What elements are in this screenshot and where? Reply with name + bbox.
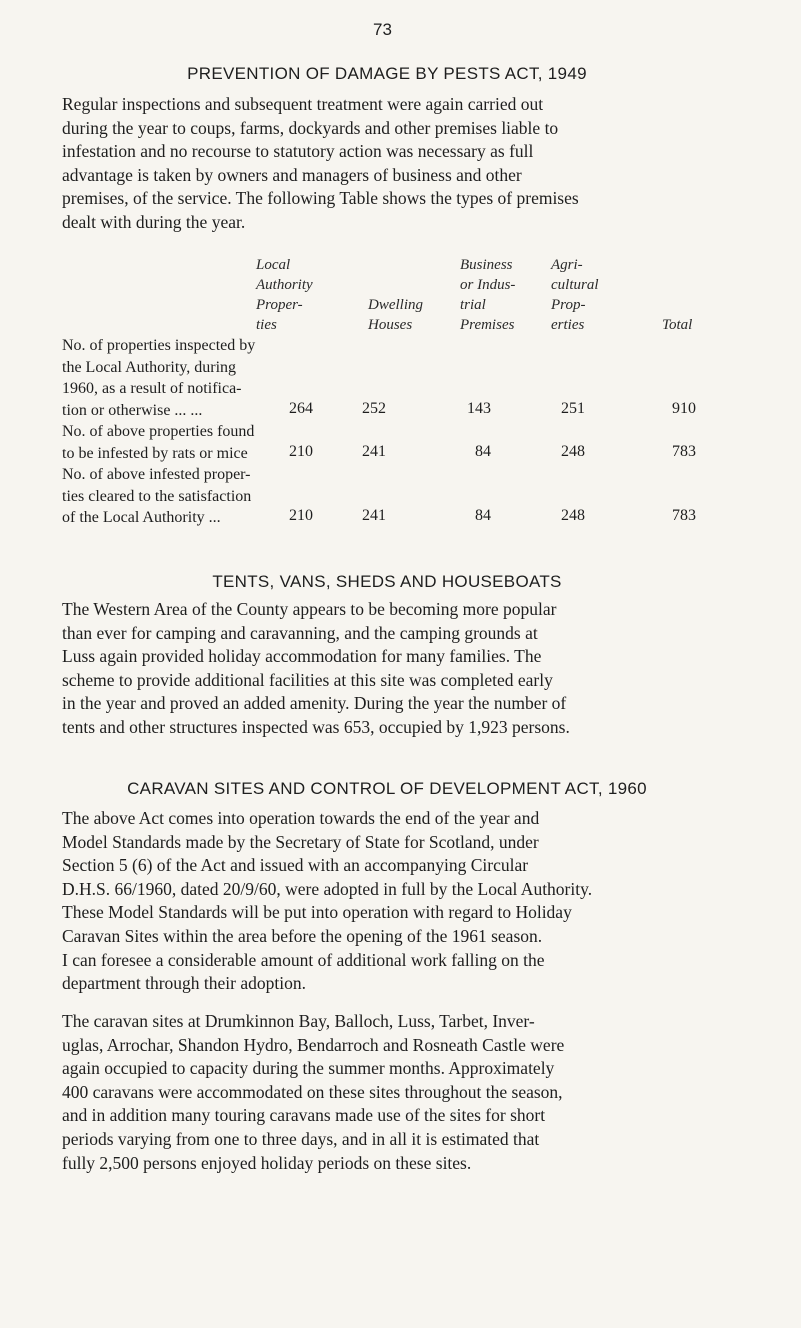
header-line: ties [256,317,277,333]
cell-inspected-total: 910 [672,400,696,417]
header-line: Proper- [256,297,303,313]
paragraph-tents [62,598,712,740]
paragraph-line: Regular inspections and subsequent treatment were again carried out [62,94,544,114]
cell-inspected-local: 264 [289,400,313,417]
paragraph-line: advantage is taken by owners and managers of business and other [62,164,522,185]
cell-inspected-business: 143 [467,400,491,417]
header-dwelling-houses [368,295,448,335]
cell-cleared-business: 84 [475,507,491,524]
header-line: Houses [368,317,413,333]
cell-infested-business: 84 [475,443,491,460]
paragraph-line: Luss again provided holiday accommodation for many families. The [62,646,542,667]
header-line: or Indus- [460,277,516,293]
section-heading-pests-act: PREVENTION OF DAMAGE BY PESTS ACT, 1949 [187,64,587,83]
header-business-premises [460,255,550,335]
row-label-line: ties cleared to the satisfaction [62,487,252,505]
paragraph-line: during the year to coups, farms, dockyards and other premises liable to [62,117,559,138]
row-label-line: to be infested by rats or mice [62,444,248,462]
paragraph-caravan-act [62,807,712,996]
paragraph-line: Caravan Sites within the area before the opening of the 1961 season. [62,925,543,946]
paragraph-line: department through their adoption. [62,973,306,994]
paragraph-line: 400 caravans were accommodated on these sites throughout the season, [62,1081,563,1102]
cell-cleared-total: 783 [672,507,696,524]
row-label-line: tion or otherwise ... ... [62,401,203,419]
paragraph-line: I can foresee a considerable amount of additional work falling on the [62,949,545,970]
paragraph-line: uglas, Arrochar, Shandon Hydro, Bendarroch and Rosneath Castle were [62,1034,565,1055]
cell-infested-dwelling: 241 [362,443,386,460]
header-line: Agri- [551,257,583,273]
cell-cleared-local: 210 [289,507,313,524]
row-label-line: 1960, as a result of notifica- [62,380,242,397]
header-line: Business [460,257,513,273]
header-line: erties [551,317,585,333]
row-label-line: of the Local Authority ... [62,509,221,526]
paragraph-line: periods varying from one to three days, and in all it is estimated that [62,1128,540,1149]
cell-infested-local: 210 [289,443,313,460]
paragraph-line: tents and other structures inspected was 653, occupied by 1,923 persons. [62,716,570,737]
paragraph-line: The above Act comes into operation towards the end of the year and [62,808,540,828]
header-line: Local [256,257,291,273]
row-label-line: No. of above infested proper- [62,466,251,483]
header-line: Dwelling [368,297,423,313]
header-line: Authority [256,277,313,293]
header-line: Prop- [551,297,586,313]
paragraph-line: These Model Standards will be put into operation with regard to Holiday [62,902,572,923]
paragraph-line: than ever for camping and caravanning, and the camping grounds at [62,622,538,643]
paragraph-line: dealt with during the year. [62,211,246,232]
cell-cleared-dwelling: 241 [362,507,386,524]
header-line: trial [460,297,486,313]
page-number: 73 [373,20,392,39]
header-agricultural-properties [551,255,641,335]
section-heading-tents: TENTS, VANS, SHEDS AND HOUSEBOATS [212,572,562,591]
paragraph-line: infestation and no recourse to statutory action was necessary as full [62,141,534,162]
row-label-line: No. of properties inspected by [62,337,256,354]
cell-infested-total: 783 [672,443,696,460]
paragraph-line: scheme to provide additional facilities at this site was completed early [62,669,553,690]
cell-cleared-agri: 248 [561,507,585,524]
paragraph-pests-act [62,93,712,235]
cell-inspected-agri: 251 [561,400,585,417]
row-label-line: the Local Authority, during [62,358,237,376]
paragraph-line: fully 2,500 persons enjoyed holiday periods on these sites. [62,1152,472,1173]
cell-inspected-dwelling: 252 [362,400,386,417]
paragraph-caravan-sites [62,1010,712,1175]
paragraph-line: Section 5 (6) of the Act and issued with an accompanying Circular [62,855,529,876]
header-line: cultural [551,277,599,293]
cell-infested-agri: 248 [561,443,585,460]
header-local-authority [256,255,356,335]
paragraph-line: D.H.S. 66/1960, dated 20/9/60, were adopted in full by the Local Authority. [62,878,593,899]
paragraph-line: The Western Area of the County appears to be becoming more popular [62,599,557,619]
paragraph-line: premises, of the service. The following Table shows the types of premises [62,188,579,209]
paragraph-line: again occupied to capacity during the summer months. Approximately [62,1058,555,1079]
paragraph-line: The caravan sites at Drumkinnon Bay, Balloch, Luss, Tarbet, Inver- [62,1011,535,1031]
header-line: Premises [460,317,515,333]
header-total: Total [662,317,693,333]
section-heading-caravan-act: CARAVAN SITES AND CONTROL OF DEVELOPMENT ACT, 1960 [127,779,647,798]
paragraph-line: Model Standards made by the Secretary of State for Scotland, under [62,831,539,852]
paragraph-line: and in addition many touring caravans made use of the sites for short [62,1105,546,1126]
paragraph-line: in the year and proved an added amenity. During the year the number of [62,693,567,714]
row-label-line: No. of above properties found [62,423,255,440]
